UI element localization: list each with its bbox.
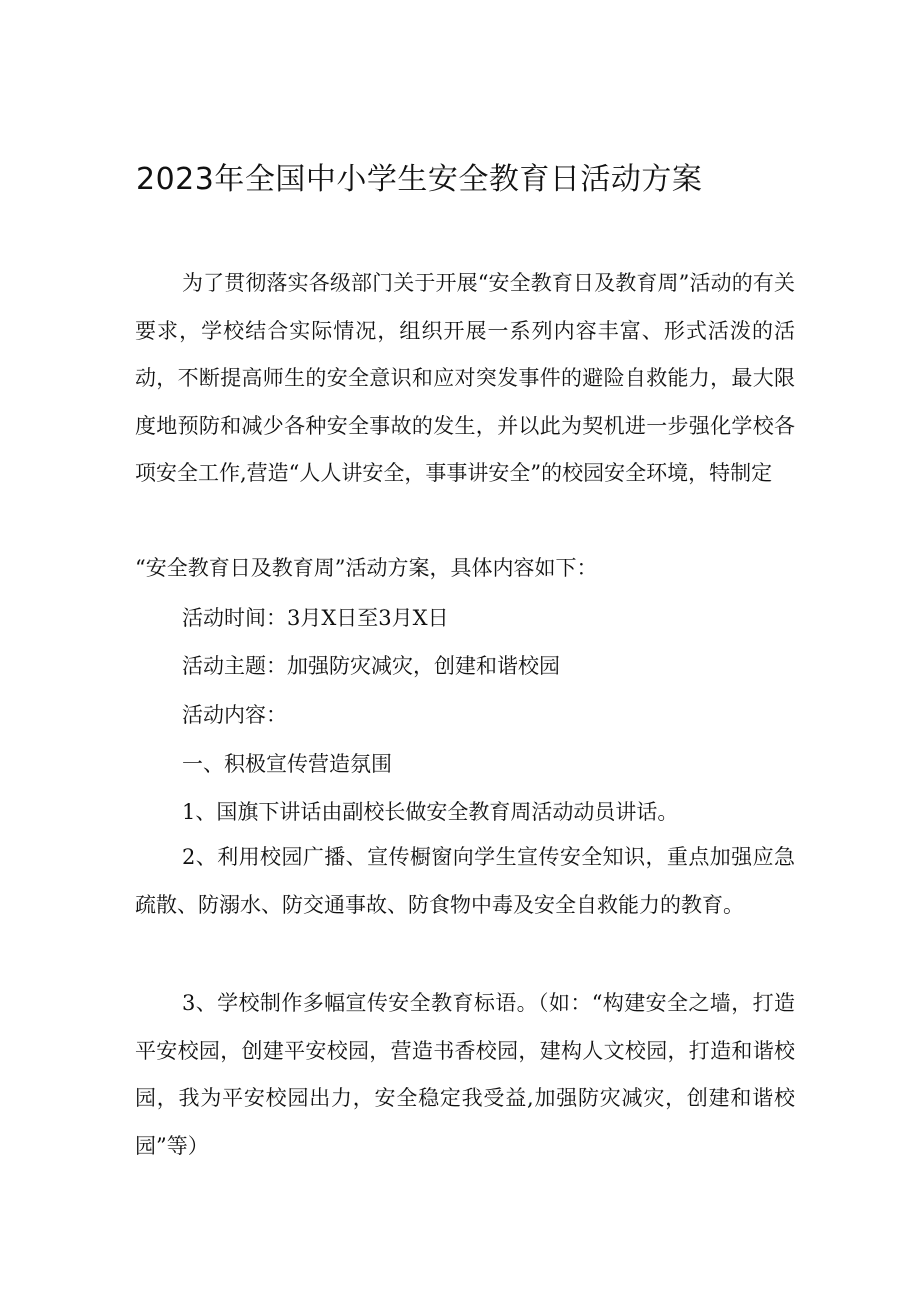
list-item: 1、国旗下讲话由副校长做安全教育周活动动员讲话。 xyxy=(182,800,679,824)
activity-time: 活动时间：3月X日至3月X日 xyxy=(182,606,449,630)
activity-content-label: 活动内容： xyxy=(182,703,287,727)
intro-continuation: “安全教育日及教育周”活动方案，具体内容如下： xyxy=(135,556,598,580)
document-title: 2023年全国中小学生安全教育日活动方案 xyxy=(136,162,703,197)
section-heading: 一、积极宣传营造氛围 xyxy=(182,752,392,776)
intro-paragraph: 为了贯彻落实各级部门关于开展“安全教育日及教育周”活动的有关要求，学校结合实际情况，组织开展一系列内容丰富、形式活泼的活动，不断提高师生的安全意识和应对突发事件的避险自救能力，最大限度地预防和减少各种安全事故的发生，并以此为契机进一步强化学校各项安全工作,营造“人人讲安全，事事讲安全”的校园安全环境，特制定 xyxy=(135,271,795,485)
list-item: 3、学校制作多幅宣传安全教育标语。（如：“构建安全之墙，打造平安校园，创建平安校园，营造书香校园，建构人文校园，打造和谐校园，我为平安校园出力，安全稳定我受益,加强防灾减灾，创建和谐校园”等） xyxy=(135,991,795,1158)
activity-theme: 活动主题：加强防灾减灾，创建和谐校园 xyxy=(182,654,560,678)
list-item: 2、利用校园广播、宣传橱窗向学生宣传安全知识，重点加强应急疏散、防溺水、防交通事故、防食物中毒及安全自救能力的教育。 xyxy=(135,845,795,917)
